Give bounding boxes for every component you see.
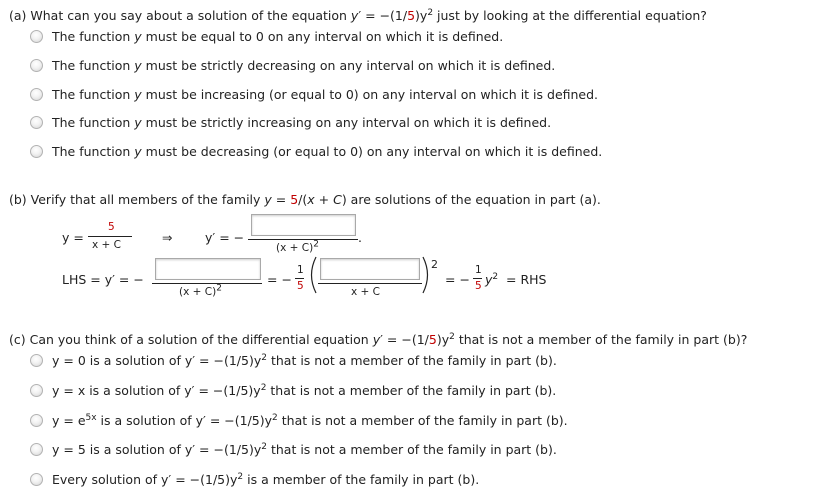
radio-button[interactable]	[30, 30, 43, 43]
y-prime-numerator-input[interactable]	[251, 214, 356, 236]
lhs-numerator-input[interactable]	[155, 258, 261, 280]
one-fifth-numerator: 1	[297, 264, 304, 276]
fraction-denominator: x + C	[351, 286, 381, 298]
option-label: $y = e^{5x}$ is a solution of $y' = -(1/5)y^2$ that is not a member of the family in part (b).	[52, 412, 568, 428]
fraction-bar	[473, 278, 482, 279]
y-prime-equals-label: y′ = −	[205, 230, 245, 245]
part-a-question: (a) What can you say about a solution of the equation $y' = -(1/5)y^2$ just by looking at the differential equation?	[9, 7, 707, 23]
radio-button[interactable]	[30, 473, 43, 486]
part-c-question: (c) Can you think of a solution of the differential equation $y' = -(1/5)y^2$ that is not a member of the family in part (b)?	[9, 331, 748, 347]
rhs-label: = RHS	[506, 272, 547, 287]
fraction-bar	[88, 236, 132, 237]
fraction-bar	[295, 278, 304, 279]
fraction-bar	[152, 283, 262, 284]
option-label: The function y must be strictly increasing on any interval on which it is defined.	[52, 115, 552, 130]
radio-button[interactable]	[30, 116, 43, 129]
open-paren	[305, 255, 319, 295]
radio-button[interactable]	[30, 443, 43, 456]
one-fifth-denominator: 5	[475, 280, 482, 292]
implies-arrow: ⇒	[162, 230, 173, 245]
radio-button[interactable]	[30, 384, 43, 397]
fraction-bar	[248, 239, 358, 240]
option-label: The function y must be strictly decreasing on any interval on which it is defined.	[52, 58, 556, 73]
option-label: y = x is a solution of $y' = -(1/5)y^2$ that is not a member of the family in part (b).	[52, 382, 557, 398]
option-label: The function y must be equal to 0 on any interval on which it is defined.	[52, 29, 504, 44]
radio-button[interactable]	[30, 414, 43, 427]
fraction-denominator: $(x + C)^2$	[179, 283, 222, 298]
one-fifth-denominator: 5	[297, 280, 304, 292]
period: .	[358, 230, 362, 245]
outer-square: 2	[431, 258, 438, 271]
y-equals-label: y =	[62, 230, 84, 245]
option-label: y = 0 is a solution of $y' = -(1/5)y^2$ that is not a member of the family in part (b).	[52, 352, 557, 368]
radio-button[interactable]	[30, 145, 43, 158]
fraction-denominator: x + C	[92, 239, 122, 251]
option-label: The function y must be increasing (or equal to 0) on any interval on which it is defined.	[52, 87, 599, 102]
part-b-question: (b) Verify that all members of the family y = 5/(x + C) are solutions of the equation in part (a).	[9, 192, 601, 207]
fraction-bar	[318, 283, 422, 284]
radio-button[interactable]	[30, 88, 43, 101]
radio-button[interactable]	[30, 354, 43, 367]
one-fifth-numerator: 1	[475, 264, 482, 276]
inner-numerator-input[interactable]	[320, 258, 420, 280]
lhs-label: LHS = y′ = −	[62, 272, 144, 287]
fraction-numerator: 5	[108, 221, 115, 233]
fraction-denominator: $(x + C)^2$	[276, 239, 319, 254]
radio-button[interactable]	[30, 59, 43, 72]
option-label: y = 5 is a solution of $y' = -(1/5)y^2$ that is not a member of the family in part (b).	[52, 441, 557, 457]
option-label: Every solution of $y' = -(1/5)y^2$ is a member of the family in part (b).	[52, 471, 480, 487]
y-squared: $y^2$	[485, 271, 499, 287]
equals-minus: = −	[445, 272, 470, 287]
equals-minus: = −	[267, 272, 292, 287]
option-label: The function y must be decreasing (or equal to 0) on any interval on which it is defined.	[52, 144, 603, 159]
